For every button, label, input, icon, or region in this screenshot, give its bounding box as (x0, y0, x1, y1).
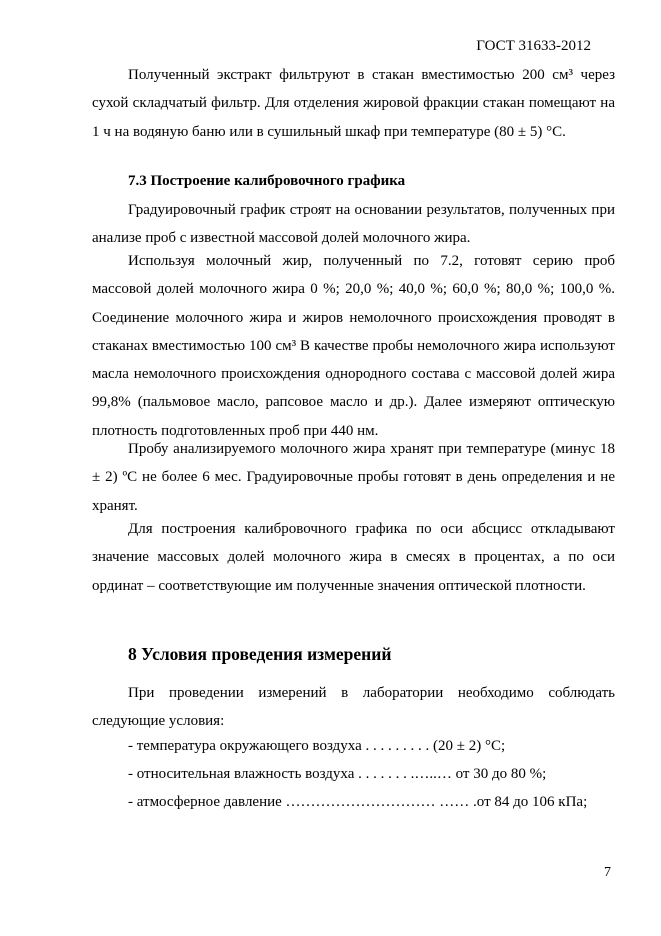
condition-humidity: - относительная влажность воздуха . . . . . . . .…..… от 30 до 80 %; (128, 766, 547, 782)
paragraph-extract-filtration: Полученный экстракт фильтруют в стакан вместимостью 200 см³ через сухой складчатый фильтр. Для отделения жировой фракции стакан помещают на 1 ч на водяную баню или в сушильный шкаф при температуре (80 ± 5) °С. (92, 67, 615, 140)
page-number: 7 (604, 865, 611, 880)
paragraph-graph-axes: Для построения калибровочного графика по оси абсцисс откладывают значение массовых долей молочного жира в смесях в процентах, а по оси ординат – соответствующие им полученные значения оптической плотности. (92, 521, 615, 594)
paragraph-sample-series: Используя молочный жир, полученный по 7.2, готовят серию проб массовой долей молочного жира 0 %; 20,0 %; 40,0 %; 60,0 %; 80,0 %; 100,0 %. Соединение молочного жира и жиров немолочного происхождения проводят в стаканах вместимостью 100 см³ В качестве пробы немолочного жира используют масла немолочного происхождения однородного состава с массовой долей жира 99,8% (пальмовое масло, рапсовое масло и др.). Далее измеряют оптическую плотность подготовленных проб при 440 нм. (92, 253, 615, 439)
condition-pressure: - атмосферное давление ………………………… …… .от 84 до 106 кПа; (128, 794, 588, 810)
subsection-heading-7-3: 7.3 Построение калибровочного графика (128, 173, 406, 189)
condition-temperature: - температура окружающего воздуха . . . . . . . . . (20 ± 2) °С; (128, 738, 506, 754)
paragraph-conditions-intro: При проведении измерений в лаборатории необходимо соблюдать следующие условия: (92, 685, 615, 730)
section-heading-8: 8 Условия проведения измерений (128, 644, 392, 664)
paragraph-storage: Пробу анализируемого молочного жира хранят при температуре (минус 18 ± 2) ºС не более 6 мес. Градуировочные пробы готовят в день определения и не хранят. (92, 441, 615, 514)
standard-code: ГОСТ 31633-2012 (476, 38, 591, 54)
paragraph-calibration-basis: Градуировочный график строят на основании результатов, полученных при анализе проб с известной массовой долей молочного жира. (92, 202, 615, 247)
